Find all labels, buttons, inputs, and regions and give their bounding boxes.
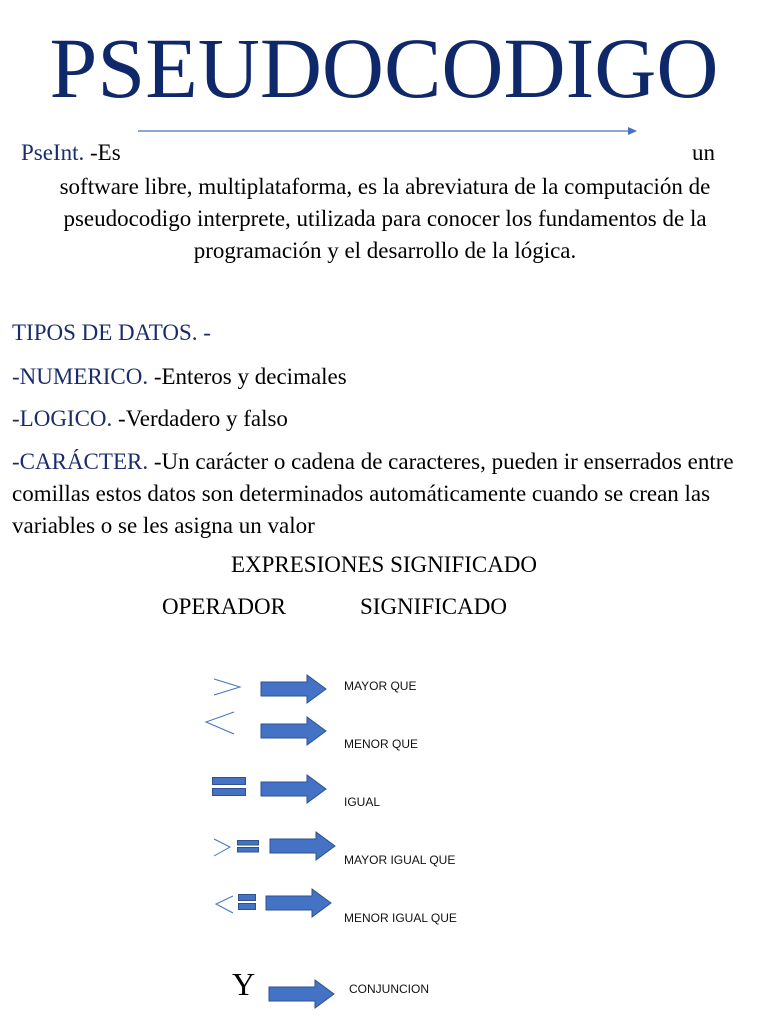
data-types-heading: TIPOS DE DATOS. - [12,320,211,345]
data-type-desc: -Enteros y decimales [148,364,347,389]
page-title: PSEUDOCODIGO [49,20,719,116]
data-type-name: -NUMERICO. [12,364,149,389]
equals-icon [238,894,258,912]
intro-first-word: -Es [84,140,121,165]
right-arrow-icon [261,716,327,746]
right-arrow-icon [261,674,327,704]
operator-meaning: MENOR IGUAL QUE [344,911,457,925]
intro-first-line [21,140,121,166]
less-than-icon [204,710,236,736]
greater-than-icon [212,837,234,859]
operator-meaning: IGUAL [344,795,381,809]
right-arrow-icon [270,831,336,861]
right-arrow-icon [269,979,335,1009]
operator-meaning: CONJUNCION [349,982,429,996]
equals-icon [237,840,261,854]
operator-meaning: MAYOR IGUAL QUE [344,853,456,867]
pseint-term: PseInt. [21,140,85,165]
data-type-logic [12,403,288,435]
right-arrow-icon [261,774,327,804]
data-type-numeric [12,361,347,393]
data-type-desc: -Verdadero y falso [112,406,288,431]
right-arrow-icon [266,888,332,918]
data-type-name: -CARÁCTER. [12,449,149,474]
conjunction-symbol: Y [232,966,256,1002]
operator-meaning: MAYOR QUE [344,679,417,693]
intro-paragraph: software libre, multiplataforma, es la abreviatura de la computación de pseudocodigo interprete, utilizada para conocer los fundamentos de la programación y el desarrollo de la lógica. [59,174,711,263]
intro-last-word: un [692,140,715,165]
operator-column-header: OPERADOR [162,594,286,619]
data-type-name: -LOGICO. [12,406,113,431]
less-than-icon [213,894,235,916]
greater-than-icon [212,677,242,697]
operator-meaning: MENOR QUE [344,737,419,751]
meaning-column-header: SIGNIFICADO [360,594,507,619]
data-type-desc: -Un carácter o cadena de caracteres, pueden ir enserrados entre comillas estos datos son determinados automáticamente cuando se crean las variables o se les asigna un valor [12,449,734,538]
data-type-character [12,446,758,542]
long-arrow-icon [138,124,643,138]
expressions-heading: EXPRESIONES SIGNIFICADO [230,552,538,577]
equals-icon [212,777,248,799]
